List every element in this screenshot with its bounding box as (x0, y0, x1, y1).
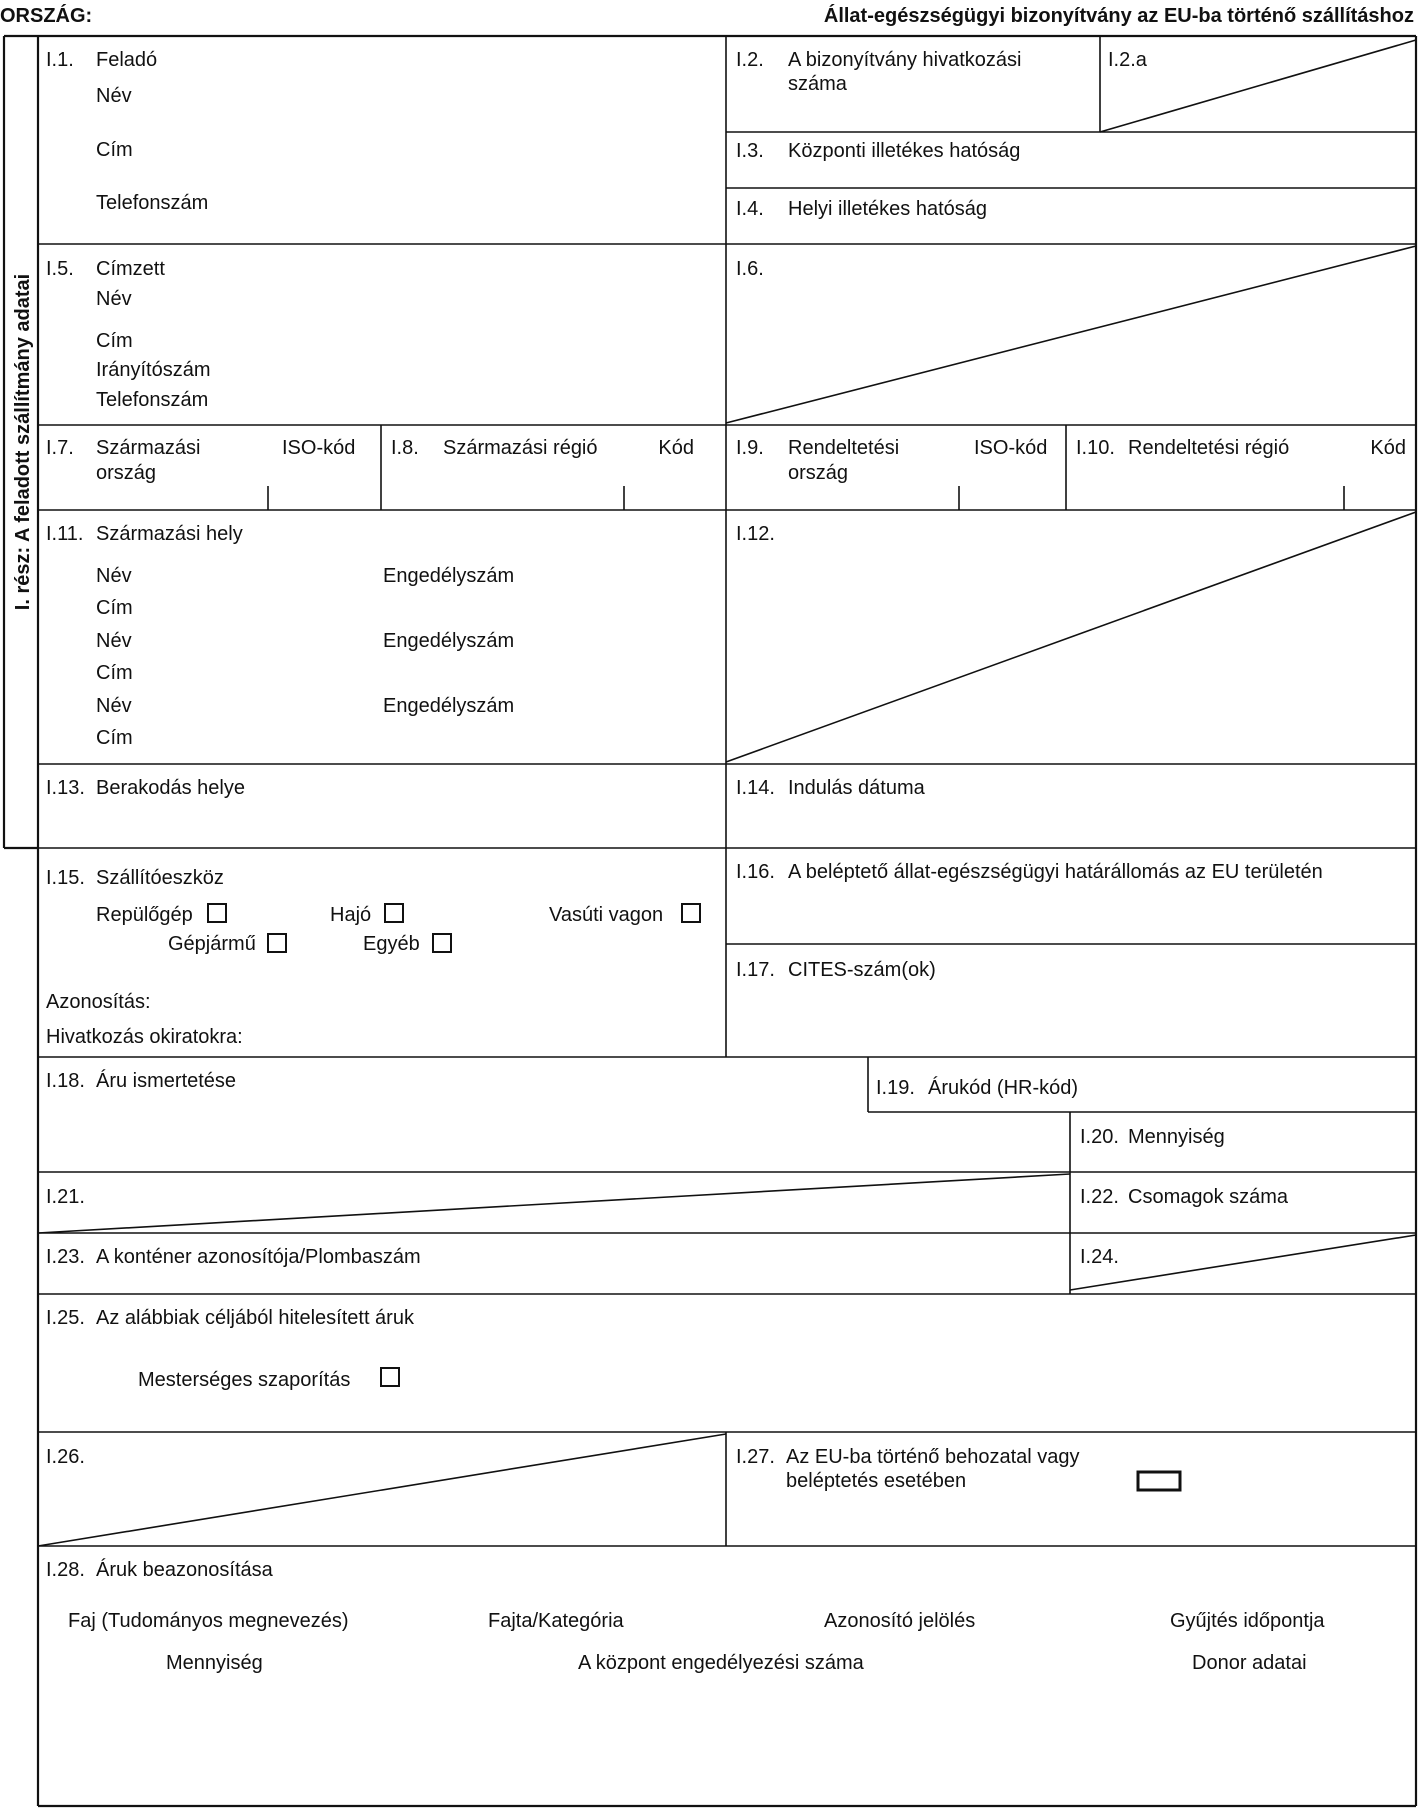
i13-number: I.13. (46, 777, 85, 799)
field-i11-place-of-origin (46, 523, 514, 749)
strike-i2a (1100, 40, 1416, 132)
i19-number: I.19. (876, 1077, 915, 1099)
i22-label: Csomagok száma (1128, 1186, 1289, 1208)
i11-label: Származási hely (96, 523, 243, 545)
strike-i26 (38, 1434, 726, 1546)
i25-artificial-reproduction-label: Mesterséges szaporítás (138, 1369, 351, 1391)
i11-row3-approval-label: Engedélyszám (383, 695, 515, 717)
i15-number: I.15. (46, 867, 85, 889)
i16-label: A beléptető állat-egészségügyi határállomás az EU területén (788, 861, 1323, 883)
i28-species-column: Faj (Tudományos megnevezés) (68, 1610, 349, 1632)
i25-label: Az alábbiak céljából hitelesített áruk (96, 1307, 414, 1329)
i15-rail-checkbox[interactable] (682, 904, 700, 922)
i10-code-label: Kód (1370, 437, 1406, 459)
i28-donor-column: Donor adatai (1192, 1652, 1307, 1674)
i2a-number: I.2.a (1108, 49, 1147, 71)
strike-i24 (1070, 1235, 1416, 1290)
i9-label-line1: Rendeltetési (788, 437, 900, 459)
i28-breed-column: Fajta/Kategória (488, 1610, 624, 1632)
i2-label-line1: A bizonyítvány hivatkozási (788, 49, 1022, 71)
i9-number: I.9. (736, 437, 764, 459)
i3-number: I.3. (736, 140, 764, 162)
i20-number: I.20. (1080, 1126, 1119, 1148)
i1-label: Feladó (96, 49, 158, 71)
i1-phone-label: Telefonszám (96, 192, 209, 214)
i15-plane-label: Repülőgép (96, 904, 193, 926)
i28-quantity-column: Mennyiség (166, 1652, 263, 1674)
i2-label-line2: száma (788, 73, 847, 95)
i22-number: I.22. (1080, 1186, 1119, 1208)
strike-i12 (726, 512, 1416, 762)
i2-number: I.2. (736, 49, 764, 71)
i15-other-label: Egyéb (363, 933, 420, 955)
i27-label-line1: Az EU-ba történő behozatal vagy (786, 1446, 1080, 1468)
i15-road-label: Gépjármű (168, 933, 256, 955)
certificate-title: Állat-egészségügyi bizonyítvány az EU-ba történő szállításhoz (823, 5, 1414, 27)
i5-label: Címzett (96, 258, 165, 280)
i7-label-line2: ország (96, 462, 157, 484)
strike-i21 (38, 1174, 1070, 1233)
i4-number: I.4. (736, 198, 764, 220)
field-i28-identification (46, 1558, 1325, 1674)
i5-name-label: Név (96, 288, 132, 310)
i15-identification-label: Azonosítás: (46, 991, 151, 1013)
field-i2-reference (736, 49, 1021, 95)
part-one-side-label: I. rész: A feladott szállítmány adatai (12, 273, 34, 611)
i8-number: I.8. (391, 437, 419, 459)
i5-postcode-label: Irányítószám (96, 359, 211, 381)
i27-number: I.27. (736, 1446, 775, 1468)
i28-label: Áruk beazonosítása (96, 1559, 273, 1581)
i1-address-label: Cím (96, 139, 133, 161)
i20-label: Mennyiség (1128, 1126, 1225, 1148)
i8-code-label: Kód (658, 437, 694, 459)
i26-number: I.26. (46, 1446, 85, 1468)
i11-row1-approval-label: Engedélyszám (383, 565, 515, 587)
i11-row1-name-label: Név (96, 565, 132, 587)
i11-row2-address-label: Cím (96, 662, 133, 684)
i24-number: I.24. (1080, 1246, 1119, 1268)
i15-ship-checkbox[interactable] (385, 904, 403, 922)
i11-row1-address-label: Cím (96, 597, 133, 619)
field-i27-import (736, 1446, 1180, 1492)
i27-label-line2: beléptetés esetében (786, 1470, 967, 1492)
i25-artificial-reproduction-checkbox[interactable] (381, 1368, 399, 1386)
i15-other-checkbox[interactable] (433, 934, 451, 952)
i1-number: I.1. (46, 49, 74, 71)
i18-label: Áru ismertetése (96, 1070, 237, 1092)
field-i1-consignor (46, 49, 208, 214)
i11-row3-name-label: Név (96, 695, 132, 717)
i27-checkbox[interactable] (1138, 1472, 1180, 1490)
i3-label: Központi illetékes hatóság (788, 140, 1021, 162)
i14-number: I.14. (736, 777, 775, 799)
i17-label: CITES-szám(ok) (788, 959, 936, 981)
field-i15-means-of-transport (46, 867, 700, 1048)
i28-centre-approval-column: A központ engedélyezési száma (578, 1652, 864, 1674)
i10-label: Rendeltetési régió (1128, 437, 1290, 459)
i6-number: I.6. (736, 258, 764, 280)
i4-label: Helyi illetékes hatóság (788, 198, 987, 220)
i7-number: I.7. (46, 437, 74, 459)
i23-number: I.23. (46, 1246, 85, 1268)
i15-ship-label: Hajó (330, 904, 372, 926)
i11-row2-approval-label: Engedélyszám (383, 630, 515, 652)
i13-label: Berakodás helye (96, 777, 245, 799)
i15-label: Szállítóeszköz (96, 867, 224, 889)
i7-code-label: ISO-kód (282, 437, 356, 459)
i15-rail-label: Vasúti vagon (549, 904, 664, 926)
i15-road-checkbox[interactable] (268, 934, 286, 952)
i18-number: I.18. (46, 1070, 85, 1092)
i7-label-line1: Származási (96, 437, 201, 459)
country-label: ORSZÁG: (0, 5, 93, 27)
i11-row2-name-label: Név (96, 630, 132, 652)
i10-number: I.10. (1076, 437, 1115, 459)
i1-name-label: Név (96, 85, 132, 107)
i9-code-label: ISO-kód (974, 437, 1048, 459)
i8-label: Származási régió (443, 437, 598, 459)
i19-label: Árukód (HR-kód) (928, 1077, 1079, 1099)
i12-number: I.12. (736, 523, 775, 545)
i11-row3-address-label: Cím (96, 727, 133, 749)
i15-plane-checkbox[interactable] (208, 904, 226, 922)
i28-identification-mark-column: Azonosító jelölés (824, 1610, 976, 1632)
i21-number: I.21. (46, 1186, 85, 1208)
i16-number: I.16. (736, 861, 775, 883)
i11-number: I.11. (46, 523, 84, 545)
i28-collection-date-column: Gyűjtés időpontja (1170, 1610, 1325, 1632)
i5-address-label: Cím (96, 330, 133, 352)
i25-number: I.25. (46, 1307, 85, 1329)
field-i25-certified-for (46, 1307, 415, 1391)
strike-i6 (726, 246, 1416, 423)
i5-phone-label: Telefonszám (96, 389, 209, 411)
i23-label: A konténer azonosítója/Plombaszám (96, 1246, 421, 1268)
i5-number: I.5. (46, 258, 74, 280)
i9-label-line2: ország (788, 462, 849, 484)
i17-number: I.17. (736, 959, 775, 981)
field-i5-consignee (46, 258, 210, 411)
i14-label: Indulás dátuma (788, 777, 925, 799)
i15-documents-label: Hivatkozás okiratokra: (46, 1026, 243, 1048)
i28-number: I.28. (46, 1559, 85, 1581)
